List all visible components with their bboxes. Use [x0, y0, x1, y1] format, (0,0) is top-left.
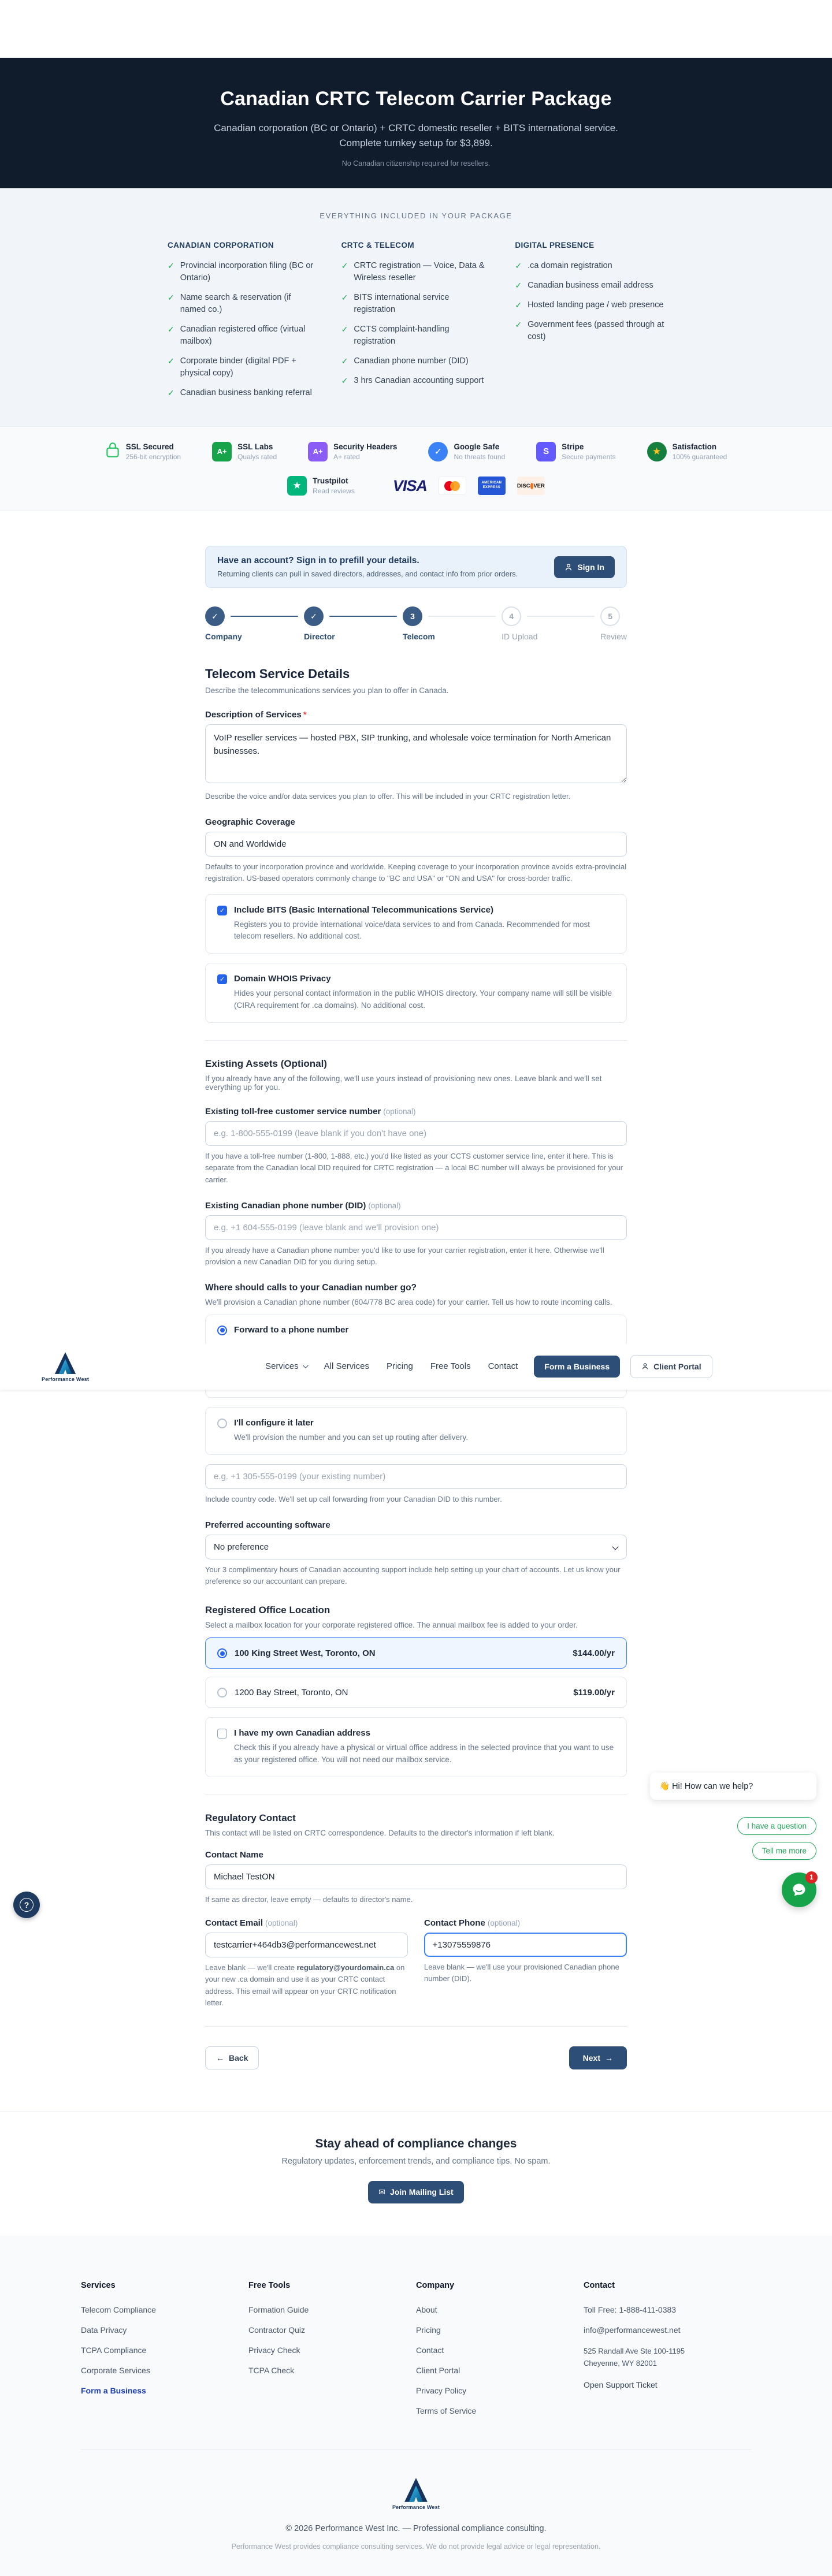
did-label: Existing Canadian phone number (DID)	[205, 1200, 366, 1211]
mailing-subtitle: Regulatory updates, enforcement trends, and compliance tips. No spam.	[281, 2156, 551, 2166]
step-connector	[428, 616, 496, 617]
services-help: Describe the voice and/or data services you plan to offer. This will be included in your CRTC registration letter.	[205, 792, 571, 801]
badge-title: Security Headers	[333, 442, 398, 451]
trustpilot-icon: ★	[287, 476, 307, 496]
contact-phone-input[interactable]	[424, 1933, 627, 1957]
form-a-business-button[interactable]: Form a Business	[534, 1356, 620, 1378]
included-item-text: Canadian business email address	[528, 281, 653, 291]
included-item-text: Government fees (passed through at cost)	[528, 320, 664, 342]
footer-link[interactable]: Contractor Quiz	[248, 2325, 306, 2335]
office-option-king[interactable]	[205, 1637, 627, 1669]
required-star: *	[303, 710, 307, 720]
tollfree-help: If you have a toll-free number (1-800, 1-888, etc.) you'd like listed as your CCTS customer service line, enter it here. This is separate from the Canadian local DID required for CRTC registration — a local BC number will always be provisioned for your carrier.	[205, 1152, 623, 1184]
footer-column-company	[416, 2281, 584, 2426]
footer-link[interactable]: Telecom Compliance	[81, 2305, 156, 2314]
badge-sub: A+ rated	[333, 452, 360, 461]
trustpilot-sub: Read reviews	[313, 487, 355, 496]
routing-desc: We'll provision a Canadian phone number (604/778 BC area code) for your carrier. Tell us how to route incoming calls.	[205, 1297, 612, 1306]
stepper-step-telecom[interactable]	[403, 606, 502, 641]
optional-tag: (optional)	[368, 1201, 401, 1210]
office-king-label: 100 King Street West, Toronto, ON	[235, 1648, 376, 1658]
footer-link[interactable]: Corporate Services	[81, 2365, 150, 2375]
chat-unread-badge: 1	[805, 1871, 818, 1883]
accounting-field	[205, 1520, 627, 1587]
footer-link[interactable]: Open Support Ticket	[584, 2380, 658, 2390]
office-bay-radio[interactable]	[217, 1688, 227, 1698]
step-label: Director	[304, 632, 335, 642]
badge-texts	[237, 442, 277, 461]
regulatory-desc: This contact will be listed on CRTC correspondence. Defaults to the director's information if left blank.	[205, 1829, 555, 1838]
hero-note: No Canadian citizenship required for resellers.	[341, 159, 491, 167]
stepper-step-company[interactable]	[205, 606, 304, 641]
step-label: ID Upload	[502, 632, 538, 642]
included-item-text: Provincial incorporation filing (BC or Ontario)	[180, 261, 314, 283]
footer-columns	[81, 2281, 751, 2426]
did-input[interactable]	[205, 1215, 627, 1240]
footer-column-contact	[584, 2281, 751, 2426]
office-bay-price: $119.00/yr	[573, 1687, 615, 1698]
included-item-text: Corporate binder (digital PDF + physical copy)	[180, 356, 296, 378]
step-label: Company	[205, 632, 242, 642]
badge-sub: 100% guaranteed	[672, 452, 727, 461]
footer-link[interactable]: Formation Guide	[248, 2305, 309, 2314]
included-columns	[168, 241, 664, 407]
did-field	[205, 1201, 627, 1268]
client-portal-button[interactable]: Client Portal	[630, 1355, 712, 1378]
badge-texts	[454, 442, 505, 461]
included-item-text: Hosted landing page / web presence	[528, 300, 664, 310]
page-title: Canadian CRTC Telecom Carrier Package	[220, 88, 612, 110]
check-icon: ✓	[341, 325, 348, 334]
included-column-title: DIGITAL PRESENCE	[515, 241, 595, 250]
step-connector	[527, 616, 595, 617]
back-button[interactable]: ← Back	[205, 2046, 259, 2069]
forward-option-card[interactable]	[205, 1315, 627, 1343]
routing-heading: Where should calls to your Canadian number go?	[205, 1282, 417, 1293]
included-heading: EVERYTHING INCLUDED IN YOUR PACKAGE	[320, 211, 512, 220]
included-item	[341, 260, 491, 284]
own-address-checkbox[interactable]	[217, 1729, 227, 1739]
amex-logo: AMERICAN EXPRESS	[478, 477, 506, 495]
contact-email-label: Contact Email	[205, 1918, 263, 1929]
nav-link-services[interactable]	[265, 1361, 307, 1371]
services-label: Description of Services	[205, 710, 302, 720]
chat-tellmore-button[interactable]: Tell me more	[752, 1842, 816, 1860]
next-button[interactable]: Next →	[569, 2046, 627, 2069]
footer-disclaimer: Performance West provides compliance consulting services. We do not provide legal advice or legal representation.	[231, 2542, 601, 2551]
included-item	[515, 260, 664, 272]
footer-column-title: Contact	[584, 2280, 615, 2290]
included-item	[341, 323, 491, 348]
step-circle: 5	[600, 606, 620, 626]
services-textarea[interactable]	[205, 724, 627, 783]
footer-column-services	[81, 2281, 248, 2426]
ssllabs-icon: A+	[212, 442, 232, 461]
tollfree-label: Existing toll-free customer service number	[205, 1107, 381, 1117]
form-main	[24, 511, 814, 2111]
join-mailing-button[interactable]: ✉ Join Mailing List	[368, 2181, 463, 2203]
included-column-title: CANADIAN CORPORATION	[168, 241, 274, 250]
mailing-section	[0, 2111, 832, 2236]
satisfaction-icon: ★	[647, 442, 667, 461]
nav-links	[265, 1361, 518, 1371]
optional-tag: (optional)	[265, 1919, 298, 1928]
googlesafe-icon: ✓	[428, 442, 448, 461]
included-item	[168, 260, 317, 284]
included-item	[168, 387, 317, 399]
included-item	[515, 280, 664, 292]
top-spacer	[0, 0, 832, 58]
contact-phone-label: Contact Phone	[424, 1918, 485, 1929]
signin-title: Have an account? Sign in to prefill your details.	[217, 556, 419, 566]
chat-bubble-icon	[791, 1882, 807, 1898]
mailing-title: Stay ahead of compliance changes	[315, 2136, 517, 2150]
nav-link-free-tools[interactable]	[430, 1361, 471, 1371]
mastercard-logo	[439, 477, 466, 495]
badge-satisfaction	[647, 442, 727, 461]
chat-greeting-bubble[interactable]: 👋 Hi! How can we help?	[650, 1773, 816, 1800]
badge-secheaders	[308, 442, 397, 461]
footer-link[interactable]: TCPA Compliance	[81, 2345, 147, 2355]
nav-link-label: Services	[265, 1361, 299, 1372]
hero-banner	[0, 58, 832, 188]
sign-in-button[interactable]: Sign In	[554, 556, 615, 578]
badge-title: Google Safe	[454, 442, 500, 451]
chat-launcher-button[interactable]	[782, 1873, 816, 1907]
office-option-bay[interactable]	[205, 1677, 627, 1708]
secheaders-icon: A+	[308, 442, 328, 461]
footer	[0, 2236, 832, 2576]
nav-link-all-services[interactable]	[324, 1361, 369, 1371]
own-address-card[interactable]	[205, 1717, 627, 1777]
step-circle: 3	[403, 606, 422, 626]
later-label: I'll configure it later	[234, 1417, 314, 1428]
footer-column-title: Free Tools	[248, 2280, 291, 2290]
contact-name-label: Contact Name	[205, 1850, 263, 1860]
site-navbar	[0, 1343, 832, 1390]
tollfree-field	[205, 1107, 627, 1185]
divider	[205, 2026, 627, 2027]
office-king-price: $144.00/yr	[573, 1648, 615, 1658]
trust-badges-row	[0, 441, 832, 462]
bits-desc: Registers you to provide international voice/data services to and from Canada. Recommended for most telecom resellers. No additional cost.	[234, 920, 590, 941]
check-icon: ✓	[168, 261, 174, 270]
badge-googlesafe	[428, 442, 505, 461]
included-item	[341, 355, 491, 367]
footer-link[interactable]: Pricing	[416, 2325, 441, 2335]
footer-column-free-tools	[248, 2281, 416, 2426]
visa-logo: VISA	[392, 477, 427, 494]
nav-link-label: Free Tools	[430, 1361, 471, 1372]
footer-brand-name: Performance West	[392, 2504, 440, 2510]
forward-radio[interactable]	[217, 1326, 227, 1335]
badge-lock	[105, 441, 181, 462]
check-icon: ✓	[341, 376, 348, 386]
accounting-help: Your 3 complimentary hours of Canadian accounting support include help setting up your chart of accounts. Let us know your preference so our accountant can prepare.	[205, 1565, 621, 1586]
footer-link[interactable]: Privacy Check	[248, 2345, 300, 2355]
check-icon: ✓	[168, 293, 174, 303]
included-item-text: 3 hrs Canadian accounting support	[354, 376, 484, 386]
included-column	[168, 241, 317, 407]
coverage-input[interactable]	[205, 832, 627, 857]
included-item	[515, 319, 664, 343]
contact-email-field	[205, 1918, 408, 2009]
contact-phone-field	[424, 1918, 627, 2009]
brand-logo[interactable]	[42, 1351, 89, 1382]
badge-sub: 256-bit encryption	[125, 452, 181, 461]
bits-checkbox[interactable]: ✓	[217, 906, 227, 915]
badge-texts	[673, 442, 727, 461]
later-option-card[interactable]	[205, 1407, 627, 1455]
footer-link[interactable]: info@performancewest.net	[584, 2325, 681, 2335]
regulatory-heading: Regulatory Contact	[205, 1812, 296, 1824]
badge-texts	[562, 442, 615, 461]
check-icon: ✓	[341, 261, 348, 270]
included-item	[168, 292, 317, 316]
payment-row	[0, 476, 832, 496]
footer-link[interactable]: Privacy Policy	[416, 2385, 467, 2395]
accounting-select[interactable]	[205, 1535, 627, 1559]
question-mark-icon: ?	[20, 1898, 34, 1912]
badge-title: SSL Labs	[237, 442, 273, 451]
accounting-label: Preferred accounting software	[205, 1520, 330, 1531]
step-connector	[231, 616, 298, 617]
bits-label: Include BITS (Basic International Telecommunications Service)	[234, 904, 494, 915]
section-desc-telecom: Describe the telecommunications services you plan to offer in Canada.	[205, 686, 449, 695]
services-field	[205, 710, 627, 802]
included-item	[168, 323, 317, 348]
whois-checkbox[interactable]: ✓	[217, 974, 227, 984]
included-item-text: Canadian business banking referral	[180, 388, 312, 398]
check-icon: ✓	[168, 356, 174, 366]
badge-sub: No threats found	[454, 452, 506, 461]
person-icon	[641, 1363, 649, 1370]
step-label: Telecom	[403, 632, 435, 642]
included-item	[515, 299, 664, 311]
chevron-down-icon	[303, 1363, 309, 1369]
included-item-text: .ca domain registration	[528, 261, 612, 270]
progress-stepper	[205, 606, 627, 641]
assets-heading: Existing Assets (Optional)	[205, 1058, 327, 1070]
contact-name-input[interactable]	[205, 1864, 627, 1889]
included-column	[341, 241, 491, 407]
included-item	[168, 355, 317, 379]
office-section	[205, 1605, 627, 1777]
contact-email-help: Leave blank — we'll create regulatory@yourdomain.ca on your new .ca domain and use it as your CRTC contact address. This email will appear on your CRTC notification letter.	[205, 1963, 405, 2007]
nav-link-contact[interactable]	[488, 1361, 518, 1371]
chat-widget	[650, 1773, 816, 1907]
trustpilot-badge[interactable]	[287, 476, 355, 496]
badge-title: SSL Secured	[125, 442, 174, 451]
footer-brand	[392, 2477, 440, 2510]
footer-link[interactable]: Contact	[416, 2345, 444, 2355]
forward-number-help: Include country code. We'll set up call forwarding from your Canadian DID to this number.	[205, 1494, 502, 1503]
office-king-radio[interactable]	[217, 1648, 227, 1658]
forward-number-input[interactable]	[205, 1464, 627, 1489]
tollfree-input[interactable]	[205, 1121, 627, 1146]
regulatory-section	[24, 1782, 814, 2027]
check-icon: ✓	[341, 293, 348, 303]
included-column	[515, 241, 664, 407]
badge-ssllabs	[212, 442, 277, 461]
trust-badges-section	[0, 426, 832, 511]
signin-banner	[205, 546, 627, 588]
signin-subtitle: Returning clients can pull in saved directors, addresses, and contact info from prior orders.	[217, 569, 518, 579]
stepper-step-id-upload[interactable]	[502, 606, 600, 641]
later-desc: We'll provision the number and you can set up routing after delivery.	[234, 1432, 469, 1442]
section-title-telecom: Telecom Service Details	[205, 667, 350, 682]
badge-texts	[126, 442, 181, 461]
chat-question-button[interactable]: I have a question	[737, 1817, 816, 1835]
step-label: Review	[600, 632, 627, 642]
footer-link[interactable]: Toll Free: 1-888-411-0383	[584, 2305, 677, 2314]
step-circle: ✓	[304, 606, 324, 626]
own-address-label: I have my own Canadian address	[234, 1728, 370, 1739]
included-column-title: CRTC & TELECOM	[341, 241, 414, 250]
nav-link-pricing[interactable]	[387, 1361, 413, 1371]
check-icon: ✓	[341, 356, 348, 366]
check-icon: ✓	[515, 320, 522, 330]
stepper-step-director[interactable]	[304, 606, 403, 641]
included-item-text: Name search & reservation (if named co.)	[180, 293, 291, 315]
footer-link: 525 Randall Ave Ste 100-1195 Cheyenne, WY 82001	[584, 2346, 685, 2367]
contact-name-field	[205, 1850, 627, 1905]
coverage-help: Defaults to your incorporation province and worldwide. Keeping coverage to your incorporation province avoids extra-provincial registration. US-based operators commonly change to "BC and USA" or "ON and USA" for cross-border traffic.	[205, 862, 627, 883]
divider	[205, 1040, 627, 1041]
step-circle: 4	[502, 606, 521, 626]
whois-label: Domain WHOIS Privacy	[234, 974, 331, 984]
contact-name-help: If same as director, leave empty — defaults to director's name.	[205, 1895, 413, 1904]
forward-option-card-bottom	[205, 1390, 627, 1398]
person-icon	[564, 563, 573, 571]
badge-sub: Qualys rated	[237, 452, 277, 461]
wizard-nav	[205, 2046, 627, 2111]
included-item	[341, 375, 491, 387]
office-bay-label: 1200 Bay Street, Toronto, ON	[235, 1687, 348, 1698]
brand-name: Performance West	[42, 1376, 90, 1382]
coverage-label: Geographic Coverage	[205, 817, 295, 828]
footer-link[interactable]: Terms of Service	[416, 2406, 477, 2415]
optional-tag: (optional)	[383, 1107, 416, 1116]
check-icon: ✓	[168, 388, 174, 398]
forward-number-field	[205, 1464, 627, 1505]
footer-link[interactable]: TCPA Check	[248, 2365, 295, 2375]
contact-phone-help: Leave blank — we'll use your provisioned Canadian phone number (DID).	[424, 1963, 619, 1983]
forward-label: Forward to a phone number	[234, 1324, 349, 1335]
footer-link[interactable]: Data Privacy	[81, 2325, 127, 2335]
nav-link-label: Pricing	[386, 1361, 413, 1372]
nav-link-label: Contact	[488, 1361, 518, 1372]
included-item-text: BITS international service registration	[354, 293, 450, 315]
footer-link[interactable]: Form a Business	[81, 2385, 146, 2395]
badge-title: Stripe	[562, 442, 584, 451]
included-item-text: Canadian registered office (virtual mailbox)	[180, 325, 306, 347]
own-address-desc: Check this if you already have a physical or virtual office address in the selected province that you want to use as your registered office. You will not need our mailbox service.	[234, 1743, 614, 1765]
lock-icon	[105, 441, 120, 462]
contact-email-input[interactable]	[205, 1933, 408, 1957]
optional-tag: (optional)	[487, 1919, 521, 1928]
help-button[interactable]	[13, 1892, 40, 1918]
hero-subtitle: Canadian corporation (BC or Ontario) + CRTC domestic reseller + BITS international service. Complete turnkey setup for $3,899.	[214, 122, 618, 149]
badge-texts	[333, 442, 397, 461]
stepper-step-review[interactable]	[600, 606, 627, 641]
included-item-text: CCTS complaint-handling registration	[354, 325, 450, 347]
included-section	[0, 188, 832, 426]
performance-west-logo-icon	[53, 1351, 77, 1375]
badge-sub: Secure payments	[562, 452, 616, 461]
arrow-left-icon: ←	[216, 2053, 224, 2063]
performance-west-logo-icon	[403, 2477, 429, 2503]
later-radio[interactable]	[217, 1419, 227, 1428]
step-circle: ✓	[205, 606, 225, 626]
check-icon: ✓	[515, 300, 522, 310]
whois-card[interactable]	[205, 963, 627, 1023]
footer-column-title: Services	[81, 2280, 116, 2290]
coverage-field	[205, 817, 627, 884]
step-connector	[329, 616, 397, 617]
office-desc: Select a mailbox location for your corporate registered office. The annual mailbox fee is added to your order.	[205, 1621, 578, 1630]
footer-copyright: © 2026 Performance West Inc. — Professional compliance consulting.	[285, 2523, 547, 2533]
badge-stripe	[536, 442, 615, 461]
bits-card[interactable]	[205, 894, 627, 954]
whois-desc: Hides your personal contact information in the public WHOIS directory. Your company name will still be visible (CIRA requirement for .ca domains). No additional cost.	[234, 989, 612, 1010]
assets-desc: If you already have any of the following, we'll use yours instead of provisioning new ones. Leave blank and we'll set everything up for you.	[205, 1074, 602, 1092]
envelope-icon: ✉	[378, 2187, 386, 2197]
routing-section	[205, 1283, 627, 1306]
arrow-right-icon: →	[605, 2053, 613, 2063]
footer-column-title: Company	[416, 2280, 455, 2290]
included-item-text: Canadian phone number (DID)	[354, 356, 469, 366]
included-item-text: CRTC registration — Voice, Data & Wireless reseller	[354, 261, 485, 283]
office-heading: Registered Office Location	[205, 1605, 330, 1616]
check-icon: ✓	[515, 281, 522, 291]
included-item	[341, 292, 491, 316]
stripe-icon: S	[536, 442, 556, 461]
footer-link[interactable]: Client Portal	[416, 2365, 460, 2375]
did-help: If you already have a Canadian phone number you'd like to use for your carrier registration, enter it here. Otherwise we'll provision a new Canadian DID for you during setup.	[205, 1245, 604, 1266]
trustpilot-title: Trustpilot	[313, 477, 348, 486]
footer-link[interactable]: About	[416, 2305, 437, 2314]
discover-logo: DISC VER	[517, 477, 545, 495]
check-icon: ✓	[515, 261, 522, 270]
badge-title: Satisfaction	[672, 442, 717, 451]
nav-link-label: All Services	[324, 1361, 369, 1372]
check-icon: ✓	[168, 325, 174, 334]
